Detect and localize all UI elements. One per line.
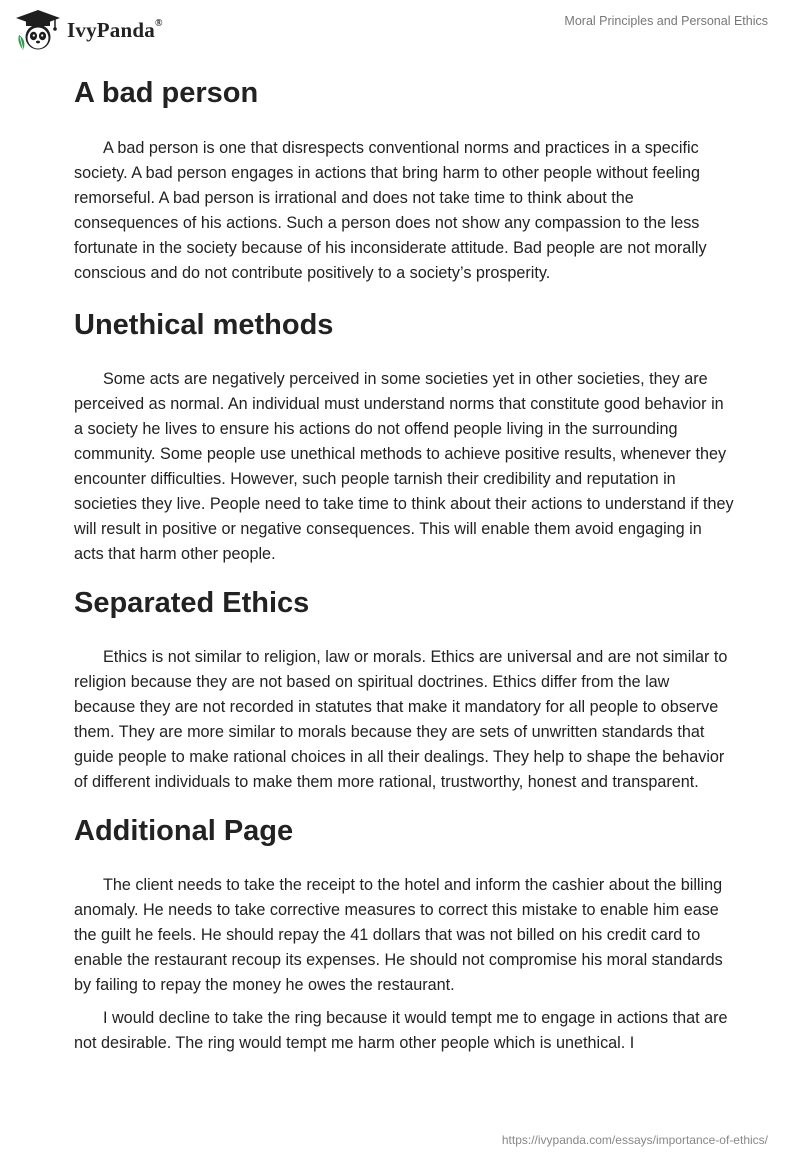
section-unethical-methods (74, 302, 734, 567)
section-paragraph: Ethics is not similar to religion, law or morals. Ethics are universal and are not similar to religion because they are not based on spiritual doctrines. Ethics differ from the law because they are not recorded in statutes that make it mandatory for all people to observe them. They are more similar to morals because they are sets of unwritten standards that guide people to make rational choices in all their dealings. They help to shape the behavior of different individuals to make them more rational, trustworthy, honest and transparent. (74, 648, 728, 791)
section-paragraph: A bad person is one that disrespects conventional norms and practices in a specific society. A bad person engages in actions that bring harm to other people without feeling remorseful. A bad person is irrational and does not take time to think about the consequences of his actions. Such a person does not show any compassion to the less fortunate in the society because of his inconsiderate attitude. Bad people are not morally conscious and do not contribute positively to a society’s prosperity. (74, 139, 707, 282)
section-heading: Unethical methods (74, 309, 334, 341)
section-additional-page (74, 808, 734, 1056)
section-heading: Additional Page (74, 815, 294, 847)
section-heading: A bad person (74, 77, 259, 109)
section-bad-person (74, 70, 734, 286)
section-paragraph: I would decline to take the ring because it would tempt me to engage in actions that are not desirable. The ring would tempt me harm other people which is unethical. I (74, 1009, 728, 1052)
brand-text: IvyPanda (67, 17, 155, 42)
section-separated-ethics (74, 580, 734, 795)
trademark-symbol: ® (154, 17, 163, 29)
source-url[interactable]: https://ivypanda.com/essays/importance-of-ethics/ (501, 1133, 768, 1147)
section-heading: Separated Ethics (74, 587, 310, 619)
ivypanda-logo[interactable] (15, 9, 163, 51)
document-title: Moral Principles and Personal Ethics (564, 14, 768, 28)
essay-content (74, 68, 734, 1056)
section-paragraph: The client needs to take the receipt to the hotel and inform the cashier about the billing anomaly. He needs to take corrective measures to correct this mistake to enable him ease the guilt he feels. He should repay the 41 dollars that was not billed on his credit card to enable the restaurant recoup its expenses. He should not compromise his moral standards by failing to repay the money he owes the restaurant. (74, 876, 723, 994)
page-header (0, 0, 800, 62)
section-paragraph: Some acts are negatively perceived in some societies yet in other societies, they are perceived as normal. An individual must understand norms that constitute good behavior in a society he lives to ensure his actions do not offend people living in the surrounding community. Some people use unethical methods to achieve positive results, whenever they encounter difficulties. However, such people tarnish their credibility and reputation in societies they live. People need to take time to think about their actions to understand if they will result in positive or negative consequences. This will enable them avoid engaging in acts that harm other people. (74, 370, 734, 563)
brand-name (67, 18, 163, 43)
panda-graduate-icon (15, 9, 61, 51)
